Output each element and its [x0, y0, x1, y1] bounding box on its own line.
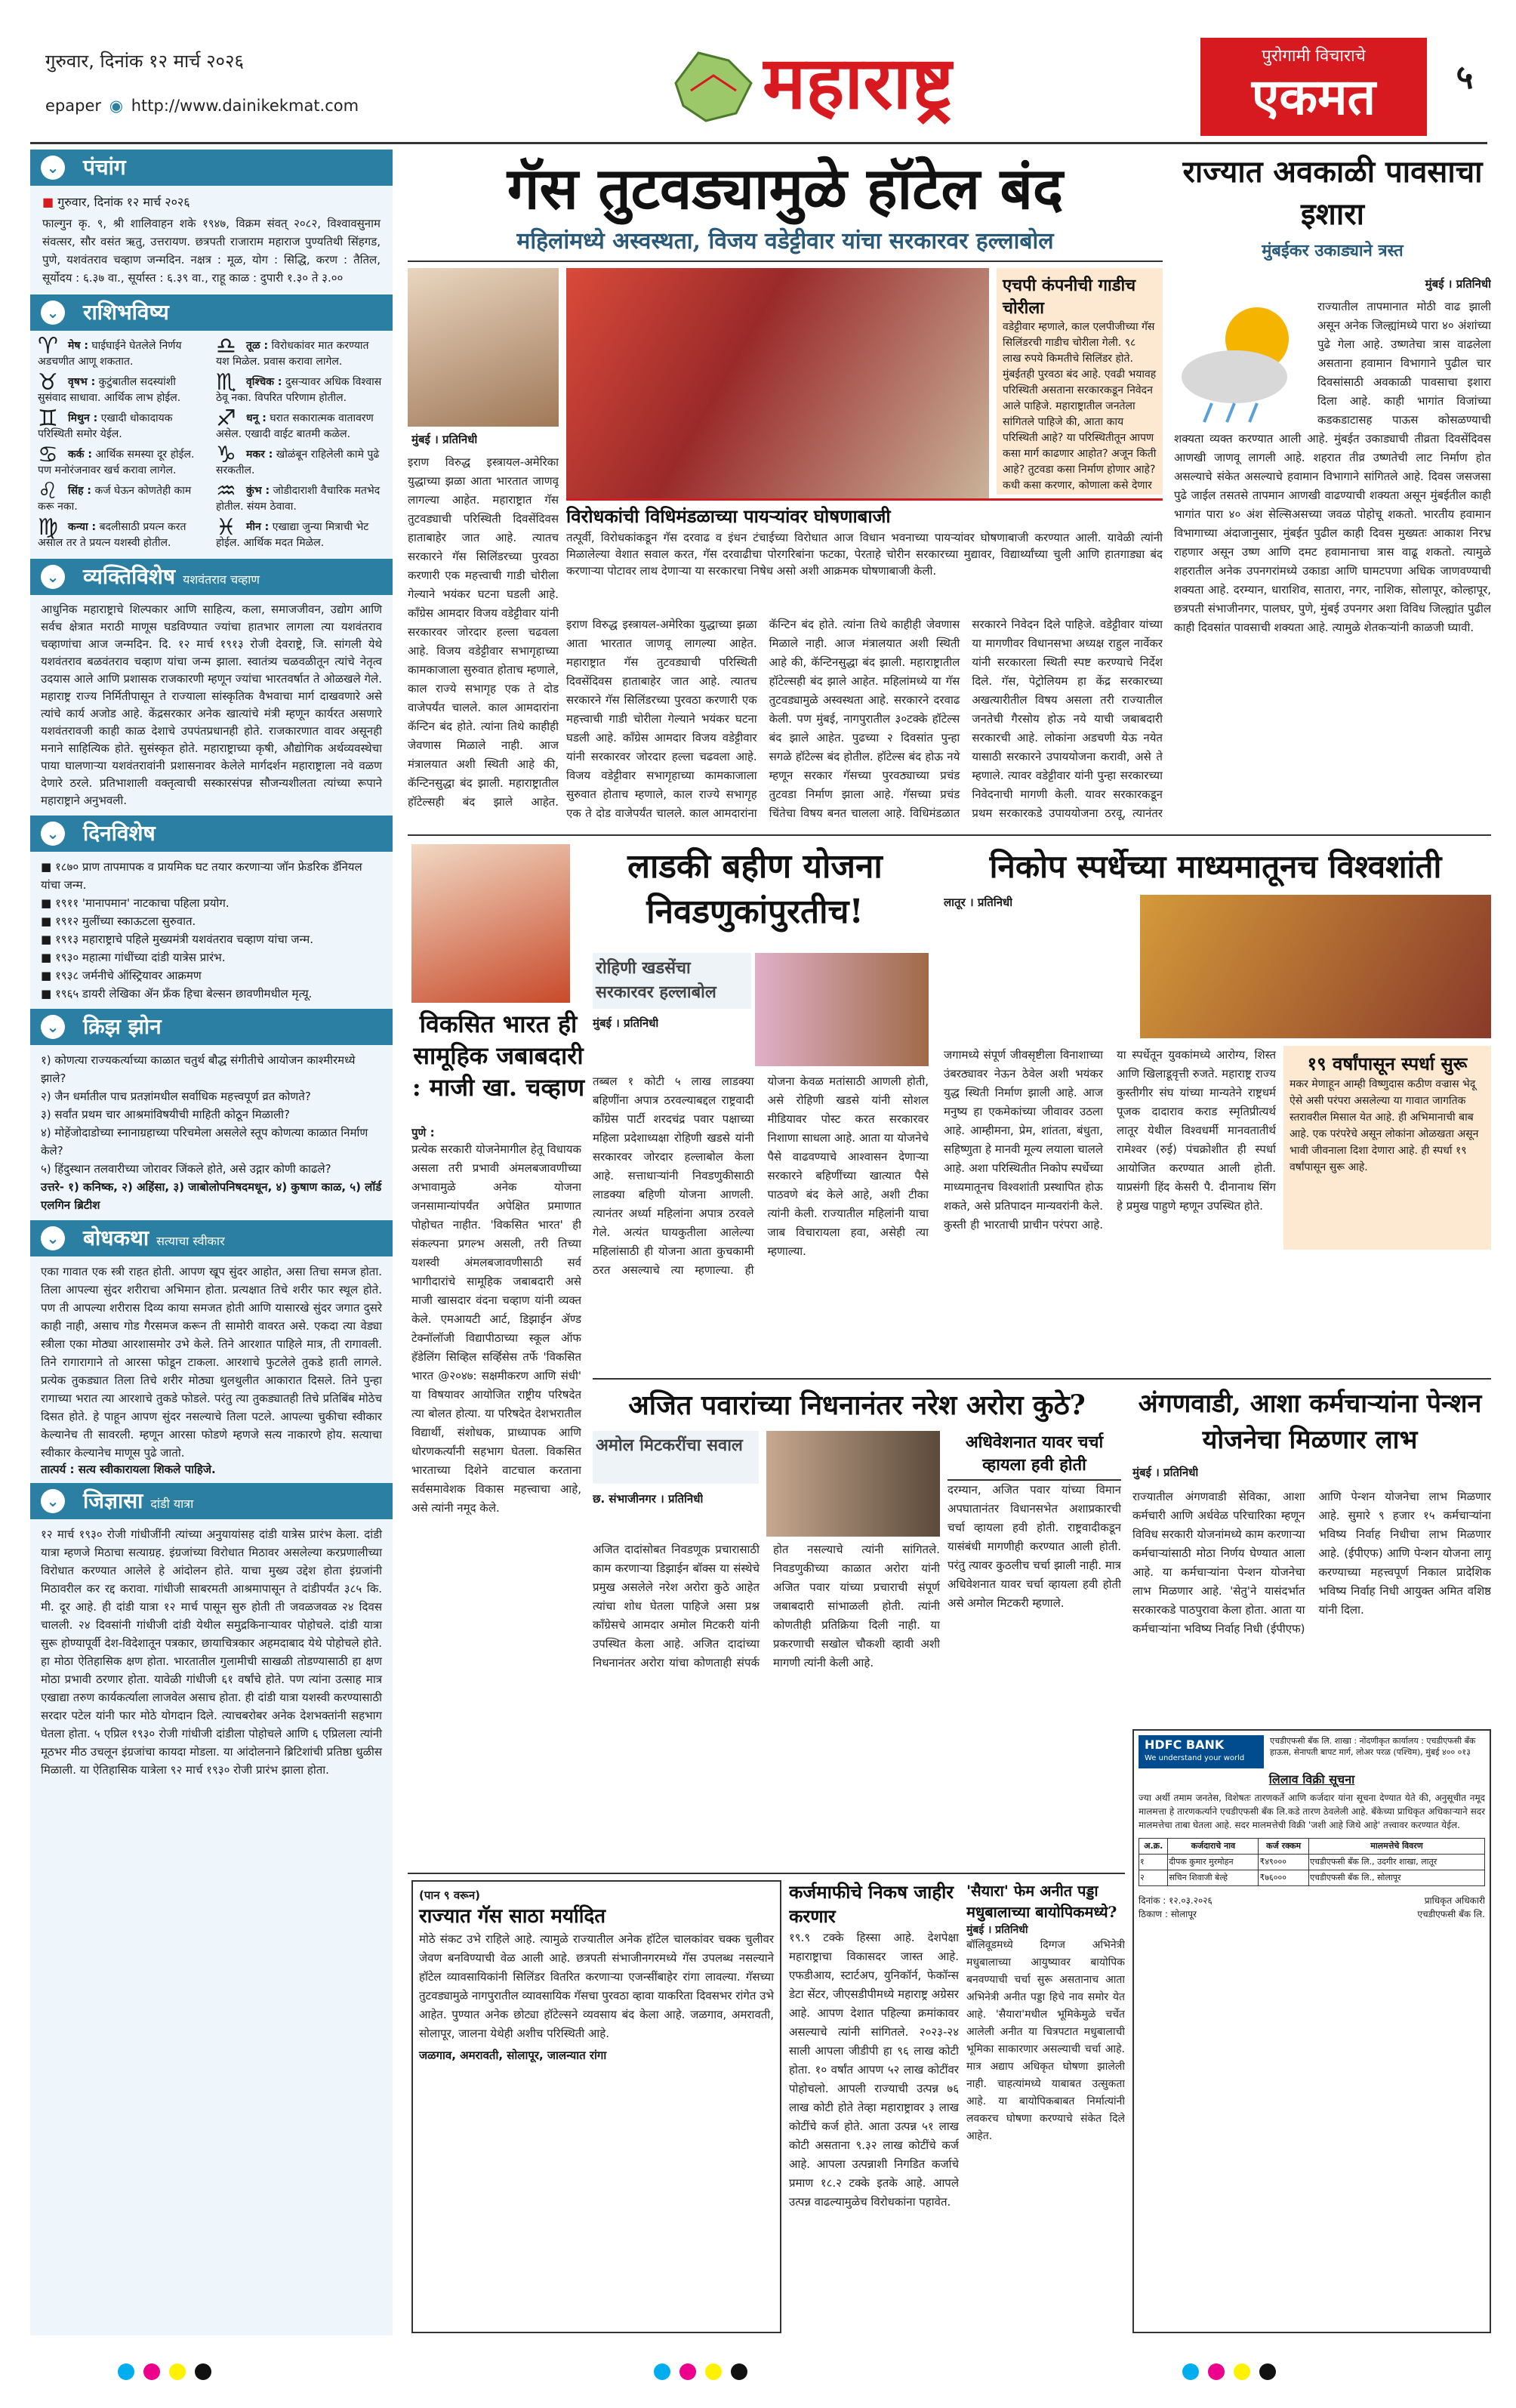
- square-bullet-icon: ■: [41, 860, 52, 874]
- rashi-item: ♉ वृषभ : कुटुंबातील सदस्यांशी सुसंवाद साधावा. आर्थिक लाभ होईल.: [38, 369, 181, 404]
- weather-headline: राज्यात अवकाळी पावसाचा इशारा: [1182, 154, 1483, 232]
- map-logo: [668, 30, 759, 136]
- karjamafi-body: १९.९ टक्के हिस्सा आहे. देशपेक्षा महाराष्ट्राचा विकासदर जास्त आहे. एफडीआय, स्टार्टअप, युनिकॉर्न, फेकॉन्स डेटा सेंटर, जीएसडीपीमध्ये महाराष्ट्र अग्रेसर आहे. आपण देशात पहिल्या क्रमांकावर असल्याचे त्यांनी सांगितले. २०२३-२४ साली आपला जीडीपी हा ९६ लाख कोटी होता. १० वर्षांत आपण ५२ लाख कोटींवर पोहोचलो. आपली राज्याची उत्पन्न ७६ लाख कोटी होते तेव्हा महाराष्ट्रावर ३ लाख कोटींचे कर्ज होते. आता उत्पन्न ५१ लाख कोटी असताना ९.३२ लाख कोटींचे कर्ज आहे. आपला उत्पन्नाशी निगडित कर्जाचे प्रमाण १८.२ टक्के इतके आहे. आपले उत्पन्न वाढल्यामुळेच विरोधकांना पहावेत.: [789, 1931, 959, 2209]
- arora-body: अजित दादांसोबत निवडणूक प्रचारासाठी काम करणाऱ्या डिझाईन बॉक्स या संस्थेचे प्रमुख असलेले नरेश अरोरा कुठे आहेत त्यांचा शोध घेतला पाहिजे असा प्रश्न काँग्रेसचे आमदार अमोल मिटकरी यांनी उपस्थित केला आहे. अजित दादांच्या निधनानंतर अरोरा यांचा कोणताही संपर्क होत नसल्याचे त्यांनी सांगितले. निवडणुकीच्या काळात अरोरा यांनी अजित पवार यांच्या प्रचाराची संपूर्ण जबाबदारी सांभाळली होती. त्यांनी कोणतीही प्रतिक्रिया दिली नाही. या प्रकरणाची सखोल चौकशी व्हावी अशी मागणी त्यांनी केली आहे.: [593, 1543, 940, 1670]
- arora-inset: [948, 1431, 1121, 1869]
- hdfc-header: एचडीएफसी बँक लि. शाखा : नोंदणीकृत कार्यालय : एचडीएफसी बँक हाऊस, सेनापती बापट मार्ग, लोअर परळ (पश्चिम), मुंबई ४०० ०१३: [1270, 1736, 1476, 1757]
- row-rule-3: [408, 1873, 1125, 1874]
- caption-title: विरोधकांची विधिमंडळाच्या पायऱ्यांवर घोषणाबाजी: [566, 505, 891, 527]
- rashi-item: ♍ कन्या : बदलीसाठी प्रयत्न करत असाल तर ते प्रयत्न यशस्वी होतील.: [38, 514, 186, 549]
- panchang-header: ⌄ पंचांग: [30, 150, 393, 186]
- cyan-dot: [1182, 2363, 1199, 2380]
- quiz-header: ⌄ क्रिझ झोन: [30, 1009, 393, 1045]
- gemini-icon: ♊: [38, 405, 58, 432]
- dinvishesh-list: [30, 852, 393, 1009]
- table-header: कर्जदाराचे नाव: [1168, 1839, 1259, 1855]
- registration-marks-left: [113, 2363, 340, 2394]
- yellow-dot: [1234, 2363, 1250, 2380]
- panchang-date: ■ गुरुवार, दिनांक १२ मार्च २०२६: [42, 195, 190, 209]
- ladki-photos: [755, 953, 929, 1066]
- arora-photos: [766, 1431, 940, 1537]
- row-rule-2: [593, 1378, 1491, 1380]
- rashi-grid: [30, 331, 393, 559]
- black-dot: [731, 2363, 747, 2380]
- rashi-item: ♑ मकर : खोळंबून राहिलेली कामे पुढे सरकतील.: [216, 442, 380, 476]
- rashi-item: ♌ सिंह : कर्ज घेऊन कोणतेही काम करू नका.: [38, 478, 192, 513]
- brand-block: [1200, 38, 1427, 136]
- vyakti-subtitle: यशवंतराव चव्हाण: [183, 572, 260, 587]
- followup-body: मोठे संकट उभे राहिले आहे. त्यामुळे राज्यातील अनेक हॉटेल चालकांवर चक्क चुलीवर जेवण बनविण्याची वेळ आली आहे. छत्रपती संभाजीनगरमध्ये गॅस उपलब्ध नसल्याने हॉटेल व्यावसायिकांनी सिलिंडर वितरित करणाऱ्या एजन्सींबाहेर रांगा लावल्या. गॅसच्या तुटवड्यामुळे नागपुरातील व्यावसायिक गॅसचा पुरवठा व्हावा याकरिता दिवसभर रांगेत उभे आहेत. पुण्यात अनेक छोट्या हॉटेल्सने व्यवसाय बंद केला आहे. जळगाव, अमरावती, सोलापूर, जालना येथेही अशीच परिस्थिती आहे.: [419, 1932, 774, 2040]
- bodhkatha-moral: तात्पर्य : सत्य स्वीकारायला शिकले पाहिजे.: [41, 1463, 216, 1476]
- lead-subhead: महिलांमध्ये अस्वस्थता, विजय वडेट्टीवार यांचा सरकारवर हल्लाबोल: [516, 228, 1054, 254]
- lead-inset: [997, 268, 1163, 495]
- epaper-link[interactable]: [45, 97, 359, 115]
- ladki-kicker-text: रोहिणी खडसेंचा सरकारवर हल्लाबोल: [596, 958, 716, 1002]
- arora-kicker-text: अमोल मिटकरींचा सवाल: [596, 1435, 743, 1455]
- lead-body-a: इराण विरुद्ध इस्त्रायल-अमेरिका युद्धाच्या झळा आता भारतात जाणवू लागल्या आहेत. महाराष्ट्रात गॅस तुटवड्याची परिस्थिती दिवसेंदिवस हाताबाहेर जात आहे. त्यातच सरकारने गॅस सिलिंडरच्या पुरवठा करणारी एक महत्त्वाची गाडी चोरीला गेल्याने भयंकर घटना घडली आहे. काँग्रेस आमदार विजय वडेट्टीवार यांनी सरकारवर जोरदार हल्ला चढवला आहे. विजय वडेट्टीवार सभागृहाच्या कामकाजाला सुरुवात होताच म्हणाले, काल राज्ये सभागृह एक ते दोड वाजेपर्यंत चालले. काल आमदारांना कॅन्टिन बंद होते. त्यांना तिथे काहीही जेवणास मिळाले नाही. आज मंत्रालयात अशी स्थिती आहे की, कॅन्टिनसुद्धा बंद झाली. महाराष्ट्रातील हॉटेल्सही बंद झाले आहेत.: [408, 455, 559, 809]
- row-rule-1: [408, 834, 1491, 836]
- rashi-item: ♏ वृश्चिक : दुसऱ्यावर अधिक विश्वास ठेवू नका. विपरित परिणाम होतील.: [216, 369, 382, 404]
- table-row: १ दीपक कुमार मुरमोहन ₹४९००० एचडीएफसी बँक लि., उदगीर शाखा, लातूर: [1139, 1855, 1485, 1870]
- square-bullet-icon: ■: [41, 914, 52, 928]
- jigyasa-header: ⌄ जिज्ञासा दांडी यात्रा: [30, 1483, 393, 1519]
- registration-marks-right: [1178, 2363, 1404, 2394]
- hdfc-logo: [1139, 1735, 1264, 1768]
- epaper-url[interactable]: http://www.dainikekmat.com: [131, 97, 359, 115]
- vikasit-body: प्रत्येक सरकारी योजनेमागील हेतू विधायक असला तरी प्रभावी अंमलबजावणीच्या अभावामुळे अनेक योजना जनसामान्यांपर्यंत अपेक्षित प्रमाणात पोहोचत नाहीत. 'विकसित भारत' ही संकल्पना प्रगल्भ असली, तरी तिच्या यशस्वी अंमलबजावणीसाठी सर्व भागीदारांचे सामूहिक जबाबदारी असे माजी खासदार वंदना चव्हाण यांनी व्यक्त केले. एमआयटी आर्ट, डिझाईन ॲण्ड टेक्नॉलॉजी विद्यापीठाच्या स्कूल ऑफ हॅडेलिंग सिव्हिल सर्व्हिसेस तर्फे 'विकसित भारत @२०४७: सक्षमीकरण आणि संधी' या विषयावर आयोजित राष्ट्रीय परिषदेत त्या बोलत होत्या. या परिषदेत देशभरातील विद्यार्थी, संशोधक, प्राध्यापक आणि धोरणकर्त्यांनी सहभाग घेतला. विकसित भारताच्या दिशेने वाटचाल करताना सर्वसमावेशक विकास महत्त्वाचा आहे, असे त्यांनी नमूद केले.: [411, 1142, 581, 1515]
- aries-icon: ♈: [38, 333, 58, 359]
- jigyasa-body: १२ मार्च १९३० रोजी गांधीजींनी त्यांच्या अनुयायांसह दांडी यात्रेस प्रारंभ केला. दांडी यात्रा म्हणजे मिठाचा सत्याग्रह. इंग्रजांच्या विरोधात मिठावर असलेल्या करप्रणालीच्या विरोधात करण्यात आलेले हे आंदोलन होते. याचा मुख्य उद्देश होता इंग्रजांनी मिठावरील कर रद्द करावा. गांधीजी साबरमती आश्रमापासून ते दांडीपर्यंत ३८५ कि. मी. दूर आहे. ही दांडी यात्रा १२ मार्च पासून सुरु होती ती जवळजवळ २४ दिवस चालली. २४ दिवसांनी गांधीजी दांडी येथील समुद्रकिनाऱ्यावर पोहोचले. दांडी यात्रा सुरू होण्यापूर्वी देश-विदेशातून पत्रकार, छायाचित्रकार अहमदाबाद येथे पोहोचले होते. हा मोठा ऐतिहासिक क्षण होता. भारतातील गुलामीची साखळी तोडण्यासाठी हा क्षण मोठा प्रभावी ठरणार होता. यावेळी गांधीजी ६१ वर्षांचे होते. पण त्यांना उत्साह मात्र एखाद्या तरुण कार्यकर्त्याला लाजवेल असाच होता. ही दांडी यात्रा यशस्वी करण्यासाठी सरदार पटेल यांनी फार मोठे योगदान दिले. त्याचबरोबर अनेक देशभक्तांनी सहभाग घेतला होता. ५ एप्रिल १९३० रोजी गांधीजी दांडीला पोहोचले आणि ६ एप्रिलला त्यांनी मूठभर मीठ उचलून इंग्रजांचा कायदा मोडला. या आंदोलनाने ब्रिटिशांची प्रतिष्ठा धुळीस मिळाली. या ऐतिहासिक यात्रेला ९२ मार्च १९३० रोजी प्रारंभ झाला होता.: [41, 1528, 382, 1777]
- inset-title: एचपी कंपनीची गाडीच चोरीला: [1003, 276, 1136, 318]
- chevron-down-icon: ⌄: [41, 301, 65, 325]
- nikop-inset: [1283, 1046, 1491, 1250]
- chevron-down-icon: ⌄: [41, 1226, 65, 1250]
- nikop-headline: निकोप स्पर्धेच्या माध्यमातूनच विश्वशांती: [989, 848, 1442, 885]
- panchang-box: [30, 186, 393, 294]
- notice-date: दिनांक : १२.०३.२०२६: [1139, 1895, 1212, 1906]
- rashi-item: ♓ मीन : एखाद्या जुन्या मित्राची भेट होईल. आर्थिक मदत मिळेल.: [216, 514, 369, 549]
- chevron-down-icon: ⌄: [41, 156, 65, 180]
- anganwadi-body: राज्यातील अंगणवाडी सेविका, आशा कर्मचारी आणि अर्धवेळ परिचारिका म्हणून विविध सरकारी योजनांमध्ये काम करणाऱ्या कर्मचाऱ्यांसाठी मोठा निर्णय घेण्यात आला आहे. या कर्मचाऱ्यांना पेन्शन योजनेचा लाभ मिळणार आहे. 'सेतु'ने यासंदर्भात सरकारकडे पाठपुरावा केला होता. आता या कर्मचाऱ्यांना भविष्य निर्वाह निधी (ईपीएफ) आणि पेन्शन योजनेचा लाभ मिळणार आहे. सुमारे ९ हजार १५ कर्मचाऱ्यांना भविष्य निर्वाह निधीचा लाभ मिळणार आहे. (ईपीएफ) आणि पेन्शन योजना लागू करण्याच्या महत्त्वपूर्ण निकाल प्रादेशिक भविष्य निर्वाह निधी आयुक्त अमित वशिष्ठ यांनी दिला.: [1132, 1490, 1491, 1636]
- lead-photo-cylinders: [566, 268, 989, 498]
- dinvishesh-header: ⌄ दिनविशेष: [30, 816, 393, 852]
- lead-portrait: [408, 268, 559, 427]
- list-item: ■ १९३० महात्मा गांधींच्या दांडी यात्रेस प्रारंभ.: [41, 951, 226, 964]
- square-bullet-icon: ■: [41, 896, 52, 910]
- bodhkatha-subtitle: सत्याचा स्वीकार: [156, 1234, 225, 1248]
- section-title: महाराष्ट्र: [763, 40, 954, 125]
- weather-body: राज्यातील तापमानात मोठी वाढ झाली असून अनेक जिल्ह्यांमध्ये पारा ४० अंशांच्या पुढे गेला आहे. उष्णतेचा त्रास वाढलेला असताना हवामान विभागाने पुढील चार दिवसांसाठी अवकाळी पावसाचा इशारा दिला आहे. काही भागांत विजांच्या कडकडाटासह पाऊस कोसळण्याची शक्यता व्यक्त करण्यात आली आहे. मुंबईत उकाड्याची तीव्रता दिवसेंदिवस आणखी जाणवू लागली आहे. शहरात तीव्र उष्णतेची लाट निर्माण होत असल्याचे संकेत असल्याचे हवामान विभागाने सांगितले आहे. दिवस जसजसा पुढे जाईल तसतसे तापमान आणखी वाढण्याची शक्यता असून मुंबईतील काही भागांत पारा ४० अंश सेल्सिअसच्या जवळ पोहोचू शकतो. भारतीय हवामान विभागाच्या अंदाजानुसार, मुंबईत पुढील काही दिवस मुख्यतः आकाश निरभ्र राहणार असून उष्ण आणि दमट हवामानाचा त्रास वाढू शकतो. त्यामुळे शहरातील अनेक उपनगरांमध्ये उकाडा आणि घामटपणा अधिक जाणवण्याची शक्यता आहे. दरम्यान, धाराशिव, सातारा, नगर, नाशिक, सोलापूर, कोल्हापूर, छत्रपती संभाजीनगर, पालघर, पुणे, मुंबई उपनगर अशा विविध जिल्ह्यांत पुढील काही दिवसांत पावसाची शक्यता आहे. त्यामुळे शेतकऱ्यांनी काळजी घ्यावी.: [1174, 300, 1491, 634]
- quiz-answers: उत्तरे- १) कनिष्क, २) अहिंसा, ३) जाबोलोपनिषदमधून, ४) कुषाण काळ, ५) लॉर्ड एलगिन ब्रिटीश: [41, 1180, 382, 1212]
- table-header: अ.क्र.: [1139, 1839, 1168, 1855]
- rashi-item: ♐ धनू : घरात सकारात्मक वातावरण असेल. एखादी वाईट बातमी कळेल.: [216, 405, 374, 440]
- nikop-body: जगामध्ये संपूर्ण जीवसृष्टीला विनाशाच्या उंबरठ्यावर नेऊन ठेवेल अशी भयंकर युद्ध स्थिती निर्माण झाली आहे. आज मनुष्य हा एकमेकांच्या जीवावर उठला आहे. आम्हीमना, प्रेम, शांतता, बंधुता, सहिष्णुता हे मानवी मूल्य लयाला चालले आहे. अशा परिस्थितीत निकोप स्पर्धेच्या माध्यमातूनच विश्वशांती प्रस्थापित होऊ शकते, असे प्रतिपादन मान्यवरांनी केले. कुस्ती ही भारताची प्राचीन परंपरा आहे. या स्पर्धेतून युवकांमध्ये आरोग्य, शिस्त आणि खिलाडूवृत्ती रुजते. महाराष्ट्र राज्य कुस्तीगीर संघ यांच्या मान्यतेने राष्ट्रधर्म पूजक दादाराव कराड स्मृतिप्रीत्यर्थ लातूर येथील विश्वधर्मी मानवतातीर्थ रामेश्वर (रुई) पंचक्रोशीत ही स्पर्धा आयोजित करण्यात आली होती. याप्रसंगी हिंद केसरी पै. दीनानाथ सिंग हे प्रमुख पाहुणे म्हणून उपस्थित होते.: [944, 1048, 1276, 1232]
- vikasit-headline: विकसित भारत ही सामूहिक जबाबदारी : माजी खा. चव्हाण: [411, 1010, 585, 1102]
- yellow-dot: [705, 2363, 722, 2380]
- square-bullet-icon: ■: [42, 195, 54, 209]
- globe-icon: ◉: [109, 97, 124, 115]
- arora-byline: छ. संभाजीनगर । प्रतिनिधी: [593, 1492, 704, 1506]
- vikasit-body-wrap: [411, 1125, 581, 1903]
- chevron-down-icon: ⌄: [41, 565, 65, 589]
- ladki-kicker: [593, 953, 751, 1009]
- masthead-date: गुरुवार, दिनांक १२ मार्च २०२६: [45, 51, 244, 72]
- cancer-icon: ♋: [38, 442, 58, 468]
- gas-followup: [411, 1880, 781, 2333]
- list-item: ■ १८७० प्राण तापमापक व प्रायमिक घट तयार करणाऱ्या जॉन फ्रेडरिक डॅनियल यांचा जन्म.: [41, 860, 362, 892]
- hdfc-name: HDFC BANK: [1145, 1737, 1225, 1752]
- table-header: मालमत्तेचे विवरण: [1308, 1839, 1484, 1855]
- capricorn-icon: ♑: [216, 442, 236, 468]
- karjamafi-story: [789, 1880, 959, 2333]
- registration-marks-center: [649, 2363, 876, 2394]
- masthead: [0, 0, 1516, 147]
- followup-kicker: (पान ९ वरून): [419, 1888, 481, 1902]
- nikop-photo: [1140, 895, 1491, 1038]
- notice-table: [1139, 1838, 1485, 1886]
- leo-icon: ♌: [38, 478, 58, 504]
- lead-rule: [408, 261, 1163, 262]
- caption-body: तत्पूर्वी, विरोधकांकडून गॅस दरवाढ व इंधन टंचाईच्या विरोधात आज विधान भवनाच्या पायऱ्यांवर घोषणाबाजी करण्यात आली. यावेळी त्यांनी मिळालेल्या वेशात सवाल करत, गॅस दरवाढीचा पोरगरिबांना फटका, पेरताहे चोरीन सरकारच्या मुद्यावर, विद्यार्थ्यांच्या चुली आणि हातगाड्या बंद करणाऱ्या पोटावर लाथ देणाऱ्या या सरकारचा निषेध असो अशी आक्रमक घोषणाबाजी केली.: [566, 531, 1163, 578]
- lead-headline: गॅस तुटवड्यामुळे हॉटेल बंद: [507, 155, 1064, 222]
- masthead-rule: [30, 142, 1487, 144]
- arora-inset-title: अधिवेशनात यावर चर्चा व्हायला हवी होती: [948, 1431, 1121, 1481]
- chevron-down-icon: ⌄: [41, 1015, 65, 1039]
- quiz-question: ३) सर्वांत प्रथम चार आश्रमांविषयीची माहिती कोठून मिळाली?: [41, 1108, 291, 1121]
- libra-icon: ♎: [216, 333, 236, 359]
- panchang-body: फाल्गुन कृ. ९, श्री शालिवाहन शके १९४७, विक्रम संवत् २०८२, विश्वावसुनाम संवत्सर, सौर वसंत ऋतु, उत्तरायण. छत्रपती राजाराम महाराज पुण्यतिथी सिंहगड, पुणे, यशवंतराव चव्हाण जन्मदिन. नक्षत्र : मूळ, योग : सिद्धि, करण : तैतिल, सूर्योदय : ६.३७ वा., सूर्यास्त : ६.३९ वा., राहू काळ : दुपारी १.३० ते ३.००: [42, 217, 381, 285]
- taurus-icon: ♉: [38, 369, 58, 396]
- lead-body-b: इराण विरुद्ध इस्त्रायल-अमेरिका युद्धाच्या झळा आता भारतात जाणवू लागल्या आहेत. महाराष्ट्रात गॅस तुटवड्याची परिस्थिती दिवसेंदिवस हाताबाहेर जात आहे. त्यातच सरकारने गॅस सिलिंडरच्या पुरवठा करणारी एक महत्त्वाची गाडी चोरीला गेल्याने भयंकर घटना घडली आहे. काँग्रेस आमदार विजय वडेट्टीवार यांनी सरकारवर जोरदार हल्ला चढवला आहे. विजय वडेट्टीवार सभागृहाच्या कामकाजाला सुरुवात होताच म्हणाले, काल राज्ये सभागृह एक ते दोड वाजेपर्यंत चालले. काल आमदारांना कॅन्टिन बंद होते. त्यांना तिथे काहीही जेवणास मिळाले नाही. आज मंत्रालयात अशी स्थिती आहे की, कॅन्टिनसुद्धा बंद झाली. महाराष्ट्रातील हॉटेल्सही बंद झाले आहेत. महिलांमध्ये या गॅस तुटवड्यामुळे अस्वस्थता आहे. सरकारने दरवाढ केली. पण मुंबई, नागपुरातील ३०टक्के हॉटेल्स बंद झाले आहेत. पुढच्या २ दिवसांत पुन्हा सगळे हॉटेल्स बंद होतील. हॉटेल्स बंद होऊ नये म्हणून सरकार गॅसच्या पुरवठ्याच्या प्रचंड तुटवडा निर्माण झाला आहे. गॅसच्या प्रचंड चिंतेचा विषय बनत चालला आहे. विधिमंडळात सरकारने निवेदन दिले पाहिजे. वडेट्टीवार यांच्या या मागणीवर विधानसभा अध्यक्ष राहुल नार्वेकर यांनी सरकारला स्थिती स्पष्ट करण्याचे निर्देश दिले. गॅस, पेट्रोलियम हा केंद्र सरकारच्या अखत्यारीतील विषय असला तरी राज्यातील जनतेची गैरसोय होऊ नये याची जबाबदारी सरकारची आहे. लोकांना अडचणी येऊ नयेत यासाठी सरकारने उपाययोजना करावी, असे ते म्हणाले. त्यावर वडेट्टीवार यांनी पुन्हा सरकारच्या निवेदनाची मागणी केली. यावर सरकारकडून प्रथम सरकारकडे उपाययोजना ठरवू, त्यानंतर: [566, 618, 1163, 820]
- chevron-down-icon: ⌄: [41, 822, 65, 846]
- list-item: ■ १९६५ डायरी लेखिका ॲन फ्रँक हिचा बेल्सन छावणीमधील मृत्यू.: [41, 987, 313, 1001]
- weather-story: [1174, 151, 1491, 827]
- rashi-item: ♎ तूळ : विरोधकांवर मात करण्यात यश मिळेल. प्रवास करावा लागेल.: [216, 333, 369, 368]
- hdfc-tagline: We understand your world: [1145, 1754, 1245, 1762]
- list-item: ■ १९१३ महाराष्ट्राचे पहिले मुख्यमंत्री यशवंतराव चव्हाण यांचा जन्म.: [41, 933, 314, 946]
- notice-signoff-bank: एचडीएफसी बँक लि.: [1417, 1909, 1485, 1919]
- jigyasa-subtitle: दांडी यात्रा: [150, 1497, 194, 1511]
- lead-byline: मुंबई । प्रतिनिधी: [411, 433, 478, 446]
- square-bullet-icon: ■: [41, 933, 52, 946]
- magenta-dot: [143, 2363, 160, 2380]
- quiz-box: [30, 1045, 393, 1220]
- ladki-portrait: [411, 844, 570, 1003]
- black-dot: [195, 2363, 211, 2380]
- arora-headline: अजित पवारांच्या निधनानंतर नरेश अरोरा कुठे?: [628, 1389, 1086, 1421]
- aquarius-icon: ♒: [216, 478, 236, 504]
- vyakti-body: आधुनिक महाराष्ट्राचे शिल्पकार आणि साहित्य, कला, समाजजीवन, उद्योग आणि सर्वच क्षेत्रात मराठी माणूस घडविण्यात ज्यांचा हातभार लागला त्या यशवंतराव चव्हाणांचा आज जन्मदिन. दि. १२ मार्च १९१३ रोजी देवराष्ट्रे, जि. सांगली येथे यशवंतराव बळवंतराव चव्हाण यांचा जन्म झाला. स्वातंत्र्य चळवळीतून त्यांचे नेतृत्व उदयास आले आणि प्रशासक राजकारणी म्हणून ज्यांचा भारतवर्षात ते ओळखले गेले. महाराष्ट्र राज्य निर्मितीपासून ते राज्याला सांस्कृतिक वैभवाचा मार्ग दाखवणारे असे त्यांचे कार्य अजोड आहे. केंद्रसरकार अनेक खात्यांचे मंत्री म्हणून कार्यरत असणारे यशवंतरावजी काही काळ देशाचे उपपंतप्रधानही होते. राजकारणात वावर असूनही मनाने साहित्यिक होते. सुसंस्कृत होते. महाराष्ट्राच्या कृषी, औद्योगिक अर्थव्यवस्थेचा पाया घालणाऱ्या यशवंतरावांनी प्रशासनावर केलेले मार्गदर्शन महाराष्ट्राला नवे वळण देणारे ठरले. प्रतिभाशाली वक्तृत्वाची सस्कारसंपन्न सौजन्यशीलता त्यांच्या रूपाने महाराष्ट्राने अनुभवली.: [41, 603, 382, 807]
- sun-cloud-icon: [1174, 298, 1310, 426]
- weather-subhead: मुंबईकर उकाड्याने त्रस्त: [1262, 241, 1404, 261]
- arora-kicker: [593, 1431, 759, 1484]
- nikop-inset-body: मकर मेणाहून आम्ही विष्णुदास कठीण वज्रास भेदू ऐसे असी परंपरा असलेल्या या गावात जागतिक स्तरावरील मिसाल येत आहे. ही अभिमानाची बाब आहे. एक परंपरेचे असून लोकांना ओळखता असून भावी जीवनाला दिशा देणारा आहे. ही स्पर्धा १९ वर्षांपासून सुरू आहे.: [1290, 1078, 1479, 1173]
- cyan-dot: [654, 2363, 670, 2380]
- saiyara-byline: मुंबई । प्रतिनिधी: [966, 1924, 1028, 1936]
- lead-photo-caption: [566, 498, 1163, 612]
- ladki-headline: लाडकी बहीण योजना निवडणुकांपुरतीच!: [627, 847, 883, 931]
- saiyara-headline: 'सैयारा' फेम अनीत पड्डा मधुबालाच्या बायोपिकमध्ये?: [966, 1882, 1117, 1921]
- rashi-item: ♈ मेष : घाईघाईने घेतलेले निर्णय अडचणीत आणू शकतात.: [38, 333, 182, 368]
- rashi-item: ♊ मिथुन : एखादी धोकादायक परिस्थिती समोर येईल.: [38, 405, 173, 440]
- quiz-question: १) कोणत्या राज्यकर्त्याच्या काळात चतुर्थ बौद्ध संगीतीचे आयोजन काश्मीरमध्ये झाले?: [41, 1053, 356, 1085]
- notice-body: ज्या अर्थी तमाम जनतेस, विशेषतः तारणकर्ते आणि कर्जदार यांना सूचना देण्यात येते की, अनुसूचीत नमूद मालमत्ता हे तारणकर्त्याने एचडीएफसी बँक लि.कडे तारण ठेवलेली आहे. बँकेच्या प्राधिकृत अधिकाऱ्याने सदर मालमत्तेचा ताबा घेतला आहे. सदर मालमत्तेची विक्री 'जशी आहे जिथे आहे' तत्त्वावर करण्यात येईल.: [1139, 1793, 1485, 1830]
- virgo-icon: ♍: [38, 514, 58, 541]
- left-column: [30, 150, 393, 2336]
- square-bullet-icon: ■: [41, 987, 52, 1001]
- pisces-icon: ♓: [216, 514, 236, 541]
- epaper-label: epaper: [45, 97, 102, 115]
- ladki-body: तब्बल १ कोटी ५ लाख लाडक्या बहिणींना अपात्र ठरवल्याबद्दल राष्ट्रवादी काँग्रेस पार्टी शरदचंद्र पवार पक्षाच्या महिला प्रदेशाध्यक्षा रोहिणी खडसे यांनी सरकारवर जोरदार हल्लाबोल केला आहे. सत्ताधाऱ्यांनी निवडणुकीसाठी लाडक्या बहिणी योजना आणली. त्यानंतर अर्ध्या महिलांना अपात्र ठरवले गेले. अत्यंत घायकुतीला आलेल्या महिलांसाठी ही योजना आता कुचकामी ठरत असल्याचे त्या म्हणाल्या. ही योजना केवळ मतांसाठी आणली होती, असे रोहिणी खडसे यांनी सोशल मीडियावर पोस्ट करत सरकारवर निशाणा साधला आहे. आता या योजनेचे पैसे वाढवण्याचे आश्वासन देणाऱ्या सरकारने बहिणींच्या खात्यात पैसे पाठवणे बंद केले आहे, अशी टीका त्यांनी केली. राज्यातील महिलांनी याचा जाब विचारायला हवा, असेही त्या म्हणाल्या.: [593, 1075, 929, 1277]
- cyan-dot: [118, 2363, 134, 2380]
- inset-body: वडेट्टीवार म्हणाले, काल एलपीजीच्या गॅस सिलिंडरची गाडीच चोरीला गेली. ९८ लाख रुपये किमतीचे सिलिंडर होते. मुंबईतही पुरवठा बंद आहे. एवढी भयावह परिस्थिती असताना सरकारकडून निवेदन आले पाहिजे. महाराष्ट्रातील जनतेला सांगितले पाहिजे की, आता काय परिस्थिती आहे? या परिस्थितीतून आपण कसा मार्ग काढणार आहोत? अजून किती आहे? तुटवडा कसा निर्माण होणार आहे? कधी कसा करणार, कोणाला कसे देणार: [1003, 321, 1157, 492]
- magenta-dot: [1208, 2363, 1225, 2380]
- page-number: ५: [1456, 58, 1474, 97]
- bodhkatha-header: ⌄ बोधकथा सत्याचा स्वीकार: [30, 1220, 393, 1256]
- sagittarius-icon: ♐: [216, 405, 236, 432]
- rashi-header: ⌄ राशिभविष्य: [30, 294, 393, 331]
- black-dot: [1259, 2363, 1276, 2380]
- brand-tagline: पुरोगामी विचाराचे: [1262, 47, 1366, 66]
- table-header: कर्ज रक्कम: [1259, 1839, 1309, 1855]
- arora-inset-body: दरम्यान, अजित पवार यांच्या विमान अपघातानंतर विधानसभेत अशाप्रकारची चर्चा व्हायला हवी होती. राष्ट्रवादीकडून यासंबंधी मागणीही करण्यात आली होती. परंतु त्यावर कुठलीच चर्चा झाली नाही. मात्र अधिवेशनात यावर चर्चा व्हायला हवी होती असे अमोल मिटकरी म्हणाले.: [948, 1483, 1121, 1610]
- notice-place: ठिकाण : सोलापूर: [1139, 1909, 1197, 1919]
- vyakti-header: ⌄ व्यक्तिविशेष यशवंतराव चव्हाण: [30, 559, 393, 595]
- vikasit-byline: पुणे :: [411, 1126, 435, 1139]
- quiz-question: ४) मोहेंजोदाडोच्या स्नानाग्रहाच्या परिचमेला असलेले स्तूप कोणत्या काळात निर्माण केले?: [41, 1126, 368, 1158]
- rashi-item: ♒ कुंभ : जोडीदाराशी वैचारिक मतभेद होतील. संयम ठेवावा.: [216, 478, 381, 513]
- rashi-item: ♋ कर्क : आर्थिक समस्या दूर होईल. पण मनोरंजनावर खर्च करावा लागेल.: [38, 442, 195, 476]
- followup-headline: राज्यात गॅस साठा मर्यादित: [419, 1905, 606, 1928]
- anganwadi-byline: मुंबई । प्रतिनिधी: [1132, 1466, 1199, 1479]
- ladki-byline: मुंबई । प्रतिनिधी: [593, 1016, 659, 1030]
- list-item: ■ १९१२ मुलींच्या स्काऊटला सुरुवात.: [41, 914, 196, 928]
- saiyara-story: [966, 1880, 1125, 2333]
- square-bullet-icon: ■: [41, 951, 52, 964]
- table-row: २ सचिन शिवाजी बेल्हे ₹७६००० एचडीएफसी बँक लि., सोलापूर: [1139, 1870, 1485, 1886]
- list-item: ■ १९११ 'मानापमान' नाटकाचा पहिला प्रयोग.: [41, 896, 230, 910]
- notice-signoff: प्राधिकृत अधिकारी: [1424, 1895, 1485, 1906]
- brand-name: एकमत: [1251, 67, 1376, 126]
- saiyara-body: बॉलिवूडमध्ये दिग्गज अभिनेत्री मधुबालाच्या आयुष्यावर बायोपिक बनवण्याची चर्चा सुरू असतानाच आता अभिनेत्री अनीत पड्डा हिचे नाव समोर येत आहे. 'सैयारा'मधील भूमिकेमुळे चर्चेत आलेली अनीत या चित्रपटात मधुबालाची भूमिका साकारणार असल्याची चर्चा आहे. मात्र अद्याप अधिकृत घोषणा झालेली नाही. चाहत्यांमध्ये याबाबत उत्सुकता आहे. या बायोपिकबाबत निर्मात्यांनी लवकरच घोषणा करण्याचे संकेत दिले आहेत.: [966, 1939, 1125, 2142]
- square-bullet-icon: ■: [41, 969, 52, 982]
- list-item: ■ १९३८ जर्मनीचे ऑस्ट्रियावर आक्रमण: [41, 969, 202, 982]
- yellow-dot: [169, 2363, 186, 2380]
- chevron-down-icon: ⌄: [41, 1489, 65, 1513]
- bodhkatha-body: एका गावात एक स्त्री राहत होती. आपण खूप सुंदर आहोत, असा तिचा समज होता. तिला आपल्या सुंदर शरीराचा अभिमान होता. प्रत्यक्षात तिचे शरीर फार स्थूल होते. पण ती आपल्या शरीरास दिव्य काया समजत होती आणि यासारखे सुंदर जगात दुसरे काही नाही, असाच गोड गैरसमज करून ती सामोरी वावरत असे. एकदा त्या वेड्या स्त्रीला एका मोठ्या आरशासमोर उभे केले. तिने आरशात पाहिले मात्र, ती रागावली. तिने रागारागाने तो आरसा फोडून टाकला. आरशाचे फुटलेले तुकडे हाती लागले. प्रत्येक तुकड्यात तिला तिचे शरीर मोठ्या थुलथुलीत आकारात दिसले. तिने पुन्हा रागाच्या भरात त्या आरशाचे तुकडे फोडले. परंतु त्या तुकड्यातही तिचे प्रतिबिंब मोठेच दिसत होते. हे पाहून आपण सुंदर नसल्याचे तिला पटले. आपल्या चुकीचा स्वीकार केल्यानेच ती सावरली. म्हणून आरसा फोडणे म्हणजे सत्य नाकारणे होय. सत्याचा स्वीकार केल्यानेच माणूस पुढे जातो.: [41, 1265, 382, 1460]
- weather-byline: मुंबई । प्रतिनिधी: [1425, 277, 1491, 291]
- bodhkatha-box: [30, 1256, 393, 1483]
- scorpio-icon: ♏: [216, 369, 236, 396]
- followup-subline: जळगाव, अमरावती, सोलापूर, जालन्यात रांगा: [419, 2049, 607, 2062]
- nikop-inset-title: १९ वर्षांपासून स्पर्धा सुरू: [1307, 1053, 1468, 1075]
- magenta-dot: [679, 2363, 696, 2380]
- hdfc-notice: [1132, 1729, 1491, 2333]
- quiz-question: २) जैन धर्मातील पाच प्रतज्ञांमधील सर्वाधिक महत्त्वपूर्ण व्रत कोणते?: [41, 1090, 311, 1103]
- nikop-byline: लातूर । प्रतिनिधी: [944, 896, 1013, 909]
- quiz-question: ५) हिंदुस्थान तलवारीच्या जोरावर जिंकले होते, असे उद्गार कोणी काढले?: [41, 1162, 331, 1176]
- notice-title: लिलाव विक्री सूचना: [1268, 1772, 1355, 1787]
- anganwadi-headline: अंगणवाडी, आशा कर्मचाऱ्यांना पेन्शन योजनेचा मिळणार लाभ: [1138, 1389, 1482, 1455]
- karjamafi-headline: कर्जमाफीचे निकष जाहीर करणार: [789, 1881, 954, 1927]
